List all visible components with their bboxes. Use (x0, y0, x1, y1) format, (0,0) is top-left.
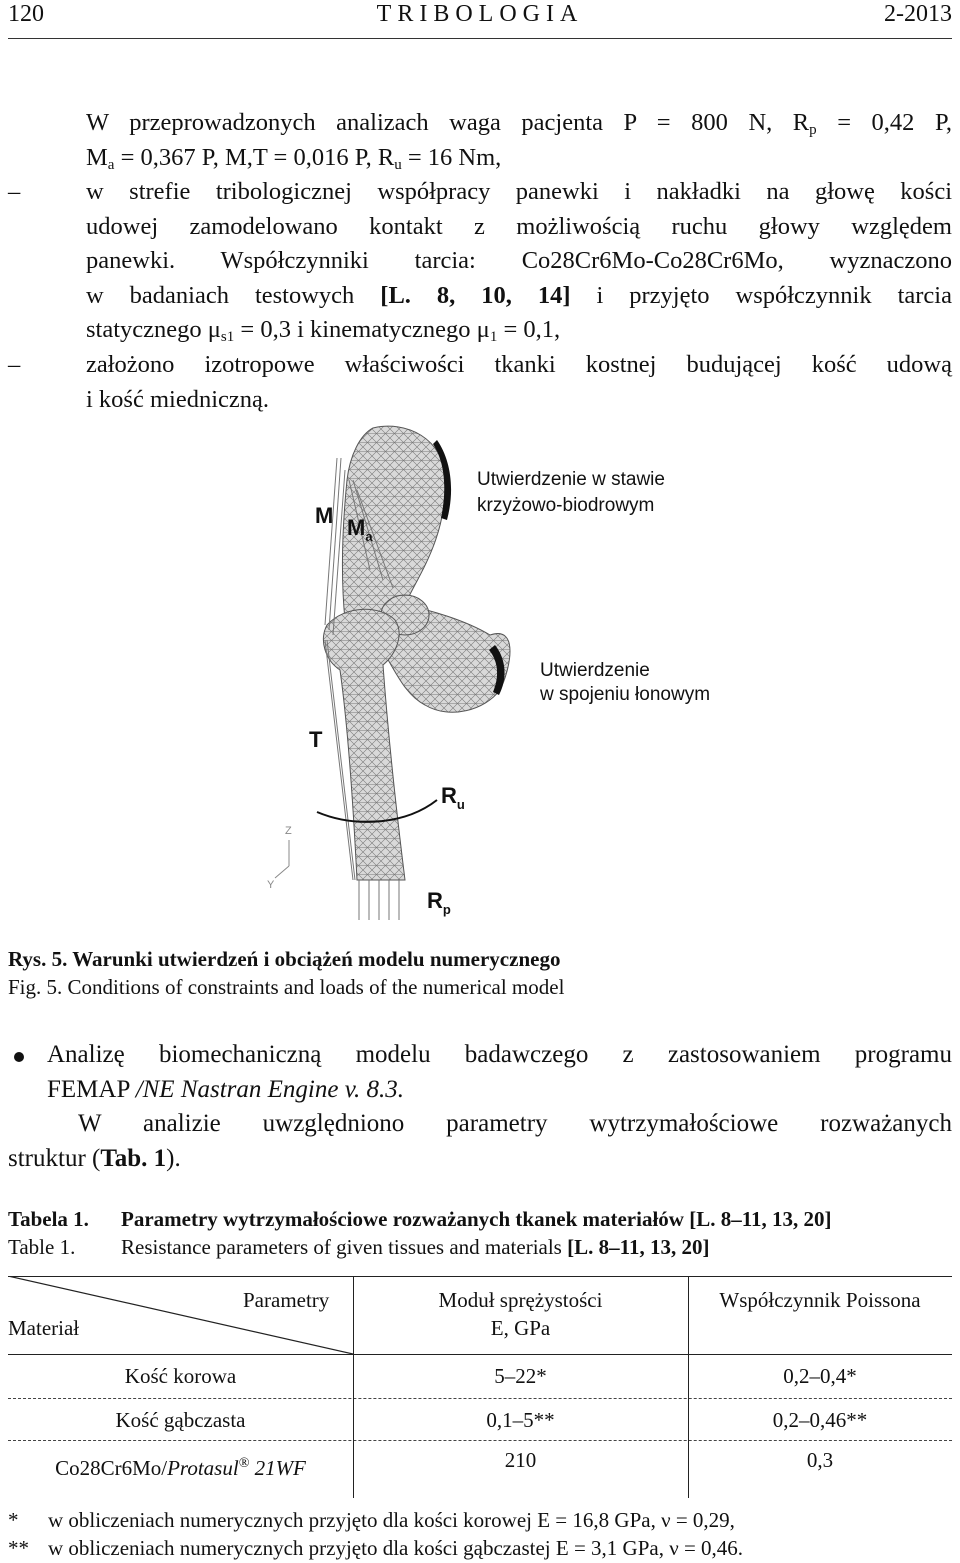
table-reference: Tab. 1 (100, 1144, 167, 1172)
corner-header-params: Parametry (243, 1288, 330, 1312)
coordinate-axis-icon (275, 840, 289, 878)
footnote-2: ** w obliczeniach numerycznych przyjęto dla kości gąbczastej E = 3,1 GPa, ν = 0,46. (8, 1536, 744, 1560)
label-M: M (315, 503, 334, 528)
item1-line-2: udowej zamodelowano kontakt z możliwością ruchu głowy względem (86, 212, 952, 240)
table-row-1-material: Kość korowa (124, 1364, 237, 1388)
dash-marker: – (8, 178, 21, 205)
table-row-1-poisson: 0,2–0,4* (783, 1364, 857, 1388)
item2-line-2: i kość miedniczną. (86, 385, 270, 413)
table-row-2-modulus: 0,1–5** (486, 1408, 555, 1432)
table-row-3-material: Co28Cr6Mo/Protasul® 21WF (55, 1456, 306, 1480)
item1-line-5: statycznego $\mu_{s1} = 0,3$ i kinematycznego $\mu_1 = 0,1$, (86, 316, 561, 345)
item1-line-4: w badaniach testowych [L. 8, 10, 14] i przyjęto współczynnik tarcia (86, 281, 952, 309)
label-Rp: $R_p$ (427, 888, 451, 917)
page-number: 120 (8, 1, 44, 27)
axis-y-label: Y (267, 879, 275, 891)
item2-line-1: założono izotropowe właściwości tkanki kostnej budującej kość udową (86, 351, 952, 378)
rp-force-lines (359, 880, 399, 920)
table-rule-header (8, 1354, 952, 1355)
table-row-2-poisson: 0,2–0,46** (772, 1408, 868, 1432)
col-header-modulus: Moduł sprężystości E, GPa (438, 1288, 603, 1340)
femur-mesh (323, 609, 405, 880)
corner-header-material: Materiał (8, 1316, 80, 1340)
label-pubic-2: w spojeniu łonowym (540, 684, 711, 705)
fem-model-illustration (255, 420, 725, 925)
figure-fem-model (255, 420, 725, 925)
issue-number: 2-2013 (884, 1, 952, 27)
label-Ma: $M_a$ (347, 515, 373, 544)
bullet-line-1: Analizę biomechaniczną modelu badawczego z zastosowaniem programu (47, 1041, 952, 1068)
label-pubic-1: Utwierdzenie (540, 660, 650, 681)
item1-line-1: w strefie tribologicznej współpracy panewki i nakładki na głowę kości (86, 178, 952, 205)
axis-z-label: Z (285, 825, 292, 837)
table-caption-pl: Tabela 1. Parametry wytrzymałościowe rozważanych tkanek materiałów [L. 8–11, 13, 20] (8, 1207, 832, 1231)
intro-line-2: $M_a = 0,367$ P, M,T = 0,016 P, $R_u = 16$ Nm, (86, 143, 502, 173)
col-header-poisson: Współczynnik Poissona (719, 1288, 921, 1312)
dash-marker: – (8, 351, 21, 378)
header-rule (8, 38, 952, 39)
citation: [L. 8, 10, 14] (380, 281, 571, 309)
table-row-3-poisson: 0,3 (806, 1448, 834, 1472)
intro-paragraph (86, 106, 952, 175)
journal-title: TRIBOLOGIA (376, 1, 584, 27)
footnote-1: * w obliczeniach numerycznych przyjęto dla kości korowej E = 16,8 GPa, ν = 0,29, (8, 1508, 735, 1532)
table-row-3-modulus: 210 (504, 1448, 537, 1472)
label-Ru: $R_u$ (441, 783, 465, 812)
label-sacroiliac-1: Utwierdzenie w stawie (477, 469, 665, 490)
table-rule-row2 (8, 1440, 952, 1441)
bullet-line-3: W analizie uwzględniono parametry wytrzymałościowe rozważanych (78, 1110, 952, 1137)
intro-line-1: W przeprowadzonych analizach waga pacjenta P = 800 N, $R_p = 0,42$ P, (86, 109, 953, 138)
item1-line-3: panewki. Współczynniki tarcia: Co28Cr6Mo-Co28Cr6Mo, wyznaczono (86, 247, 952, 274)
table-row-2-material: Kość gąbczasta (115, 1408, 246, 1432)
bullet-line-4: struktur (Tab. 1). (8, 1144, 181, 1172)
label-sacroiliac-2: krzyżowo-biodrowym (477, 495, 655, 516)
label-T: T (309, 727, 323, 752)
parameters-table (8, 1276, 952, 1480)
table-row-1-modulus: 5–22* (494, 1364, 547, 1388)
bullet-line-2: FEMAP /NE Nastran Engine v. 8.3. (47, 1075, 404, 1103)
bullet-dot-icon (14, 1052, 24, 1062)
figure-caption-pl: Rys. 5. Warunki utwierdzeń i obciążeń modelu numerycznego (8, 947, 561, 971)
table-rule-row1 (8, 1398, 952, 1399)
table-caption-en: Table 1. Resistance parameters of given tissues and materials [L. 8–11, 13, 20] (8, 1235, 710, 1259)
running-header (8, 0, 952, 30)
figure-caption-en: Fig. 5. Conditions of constraints and loads of the numerical model (8, 975, 565, 999)
